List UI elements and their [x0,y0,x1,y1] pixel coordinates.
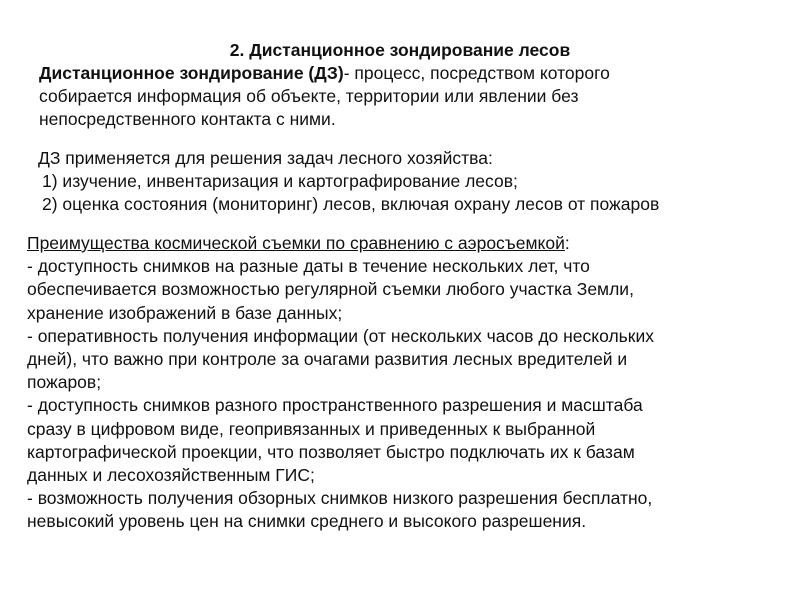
advantages-line: - оперативность получения информации (от нескольких часов до нескольких [27,325,654,346]
advantages-heading-line [27,232,787,255]
definition-line-2: собирается информация об объекте, территории или явлении без [39,86,579,106]
definition-line-1-rest: - процесс, посредством которого [343,63,610,83]
usage-item-1: 1) изучение, инвентаризация и картографирование лесов; [42,171,518,191]
definition-line-1 [39,62,779,85]
usage-item-2: 2) оценка состояния (мониторинг) лесов, включая охрану лесов от пожаров [42,194,660,214]
definition-paragraph [39,62,779,131]
usage-intro: ДЗ применяется для решения задач лесного хозяйства: [38,148,493,168]
usage-section [38,147,788,216]
advantages-line: дней), что важно при контроле за очагами развития лесных вредителей и [27,349,628,370]
advantages-line: пожаров; [27,372,102,393]
definition-term: Дистанционное зондирование (ДЗ) [39,63,344,83]
advantages-heading-colon: : [564,233,570,253]
advantages-line: сразу в цифровом виде, геопривязанных и приведенных к выбранной [27,418,596,439]
advantages-line: картографической проекции, что позволяет быстро подключать их к базам [27,441,635,462]
definition-line-3: непосредственного контакта с ними. [39,109,336,129]
advantages-line: хранение изображений в базе данных; [27,302,343,323]
advantages-line: невысокий уровень цен на снимки среднего и высокого разрешения. [27,511,587,532]
advantages-section [27,232,787,534]
advantages-line: данных и лесохозяйственным ГИС; [27,465,315,486]
advantages-heading: Преимущества космической съемки по сравнению с аэросъемкой [27,233,565,253]
advantages-line: - доступность снимков разного пространственного разрешения и масштаба [27,395,643,416]
advantages-line: - возможность получения обзорных снимков низкого разрешения бесплатно, [27,488,653,509]
advantages-line: обеспечивается возможностью регулярной съемки любого участка Земли, [27,279,634,300]
slide-title: 2. Дистанционное зондирование лесов [229,40,571,60]
advantages-line: - доступность снимков на разные даты в течение нескольких лет, что [27,256,590,277]
